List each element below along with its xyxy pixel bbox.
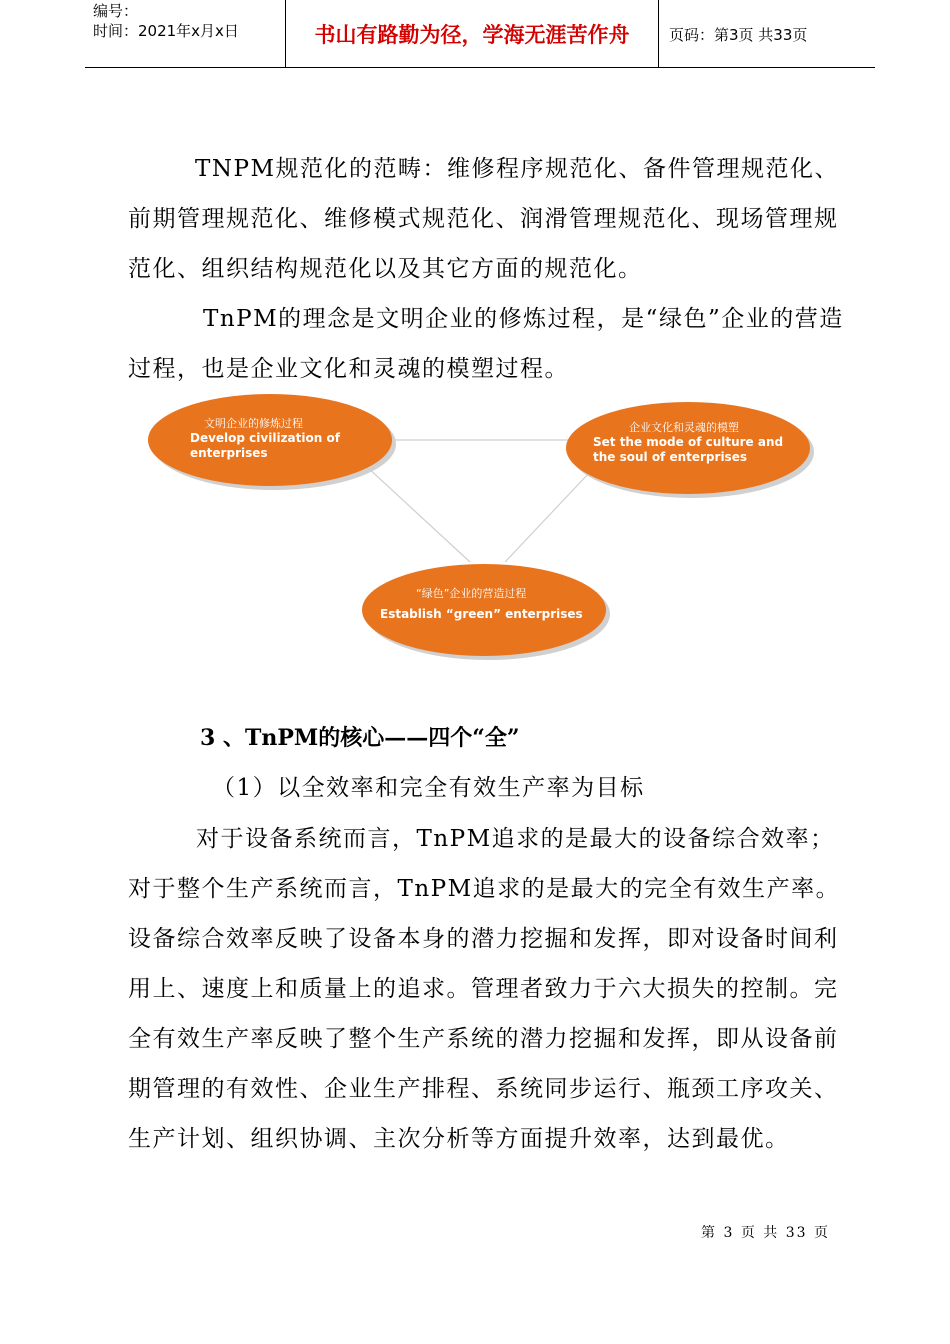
bubble-left-en1: Develop civilization of: [190, 431, 340, 445]
paragraph-tnpm-standardization: TNPM规范化的范畴：维修程序规范化、备件管理规范化、前期管理规范化、维修模式规范化、润滑管理规范化、现场管理规范化、组织结构规范化以及其它方面的规范化。: [128, 156, 839, 282]
page-footer: 第 3 页 共 33 页: [701, 1225, 830, 1241]
subsection-heading: （1）以全效率和完全有效生产率为目标: [212, 775, 645, 801]
bubble-left-en2: enterprises: [190, 446, 268, 460]
bubble-left-text: [190, 416, 340, 461]
bubble-right-text: [593, 420, 783, 465]
document-number-label: 编号：: [93, 2, 139, 20]
connector-right-bottom: [505, 472, 590, 562]
bubble-bottom-en1: Establish “green” enterprises: [380, 607, 583, 621]
concept-diagram: [140, 392, 820, 672]
bubble-right-zh: 企业文化和灵魂的模塑: [629, 421, 739, 434]
header-motto: 书山有路勤为径，学海无涯苦作舟: [286, 0, 659, 68]
paragraph-tnpm-concept: TnPM的理念是文明企业的修炼过程，是“绿色”企业的营造过程，也是企业文化和灵魂的模塑过程。: [128, 306, 844, 382]
bubble-right-en1: Set the mode of culture and: [593, 435, 784, 449]
document-time-label: 时间：2021年x月x日: [93, 22, 239, 40]
bubble-right-en2: the soul of enterprises: [593, 450, 747, 464]
bubble-left-zh: 文明企业的修炼过程: [204, 417, 303, 430]
bubble-bottom-text: [380, 586, 583, 622]
paragraph-efficiency: 对于设备系统而言，TnPM追求的是最大的设备综合效率；对于整个生产系统而言，TnPM追求的是最大的完全有效生产率。设备综合效率反映了设备本身的潜力挖掘和发挥，即对设备时间利用上、速度上和质量上的追求。管理者致力于六大损失的控制。完全有效生产率反映了整个生产系统的潜力挖掘和发挥，即从设备前期管理的有效性、企业生产排程、系统同步运行、瓶颈工序攻关、生产计划、组织协调、主次分析等方面提升效率，达到最优。: [128, 826, 841, 1152]
page-header: [85, 0, 875, 68]
bubble-bottom-zh: “绿色”企业的营造过程: [416, 587, 527, 600]
header-meta: [85, 0, 286, 68]
section-heading: 3 、TnPM的核心——四个“全”: [200, 725, 520, 751]
header-page-info: 页码：第3页 共33页: [669, 25, 808, 44]
